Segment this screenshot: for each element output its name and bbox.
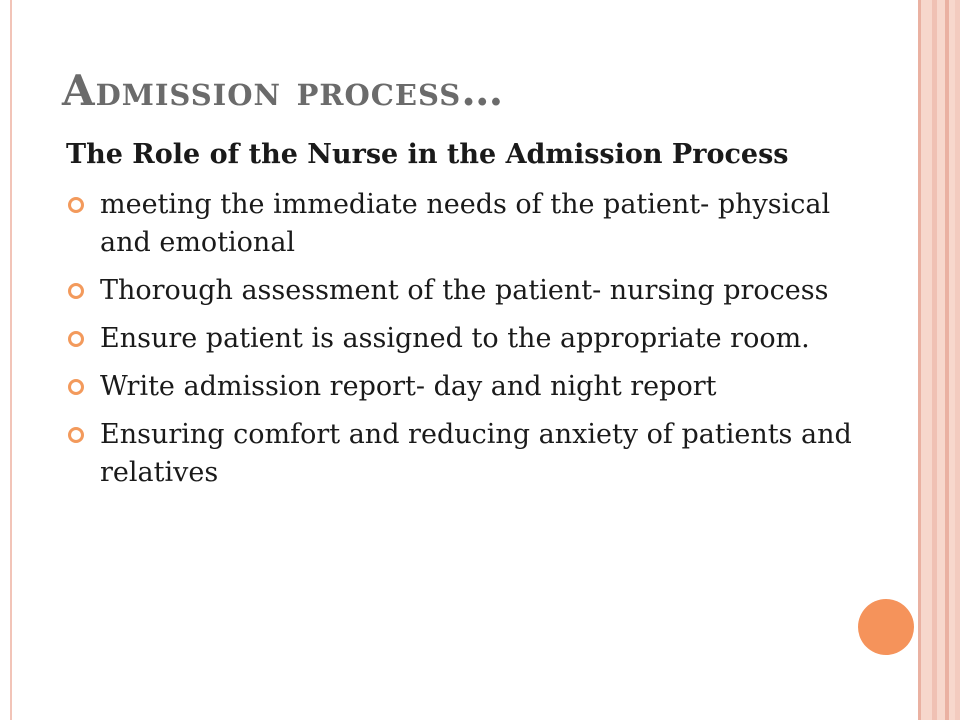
- right-stripe: [945, 0, 949, 720]
- bullet-text: Thorough assessment of the patient- nursing process: [100, 275, 829, 306]
- left-border-line: [10, 0, 12, 720]
- bullet-item: [66, 186, 886, 262]
- bullet-item: [66, 272, 886, 310]
- bullet-text: Ensuring comfort and reducing anxiety of patients and relatives: [100, 419, 852, 488]
- ring-bullet-icon: [68, 197, 84, 213]
- bullet-list: [66, 186, 886, 492]
- right-stripe: [955, 0, 960, 720]
- ring-bullet-icon: [68, 331, 84, 347]
- right-stripe: [918, 0, 921, 720]
- decorative-orange-circle: [858, 599, 914, 655]
- bullet-text: Write admission report- day and night report: [100, 371, 717, 402]
- slide-content: [66, 136, 886, 502]
- bullet-item: [66, 320, 886, 358]
- ring-bullet-icon: [68, 379, 84, 395]
- bullet-item: [66, 416, 886, 492]
- right-decorative-band: [918, 0, 960, 720]
- bullet-text: meeting the immediate needs of the patient- physical and emotional: [100, 189, 831, 258]
- bullet-text: Ensure patient is assigned to the appropriate room.: [100, 323, 810, 354]
- slide-subheading: The Role of the Nurse in the Admission Process: [66, 139, 789, 170]
- bullet-item: [66, 368, 886, 406]
- ring-bullet-icon: [68, 427, 84, 443]
- ring-bullet-icon: [68, 283, 84, 299]
- right-stripe: [932, 0, 937, 720]
- slide-title: Admission process…: [62, 66, 505, 115]
